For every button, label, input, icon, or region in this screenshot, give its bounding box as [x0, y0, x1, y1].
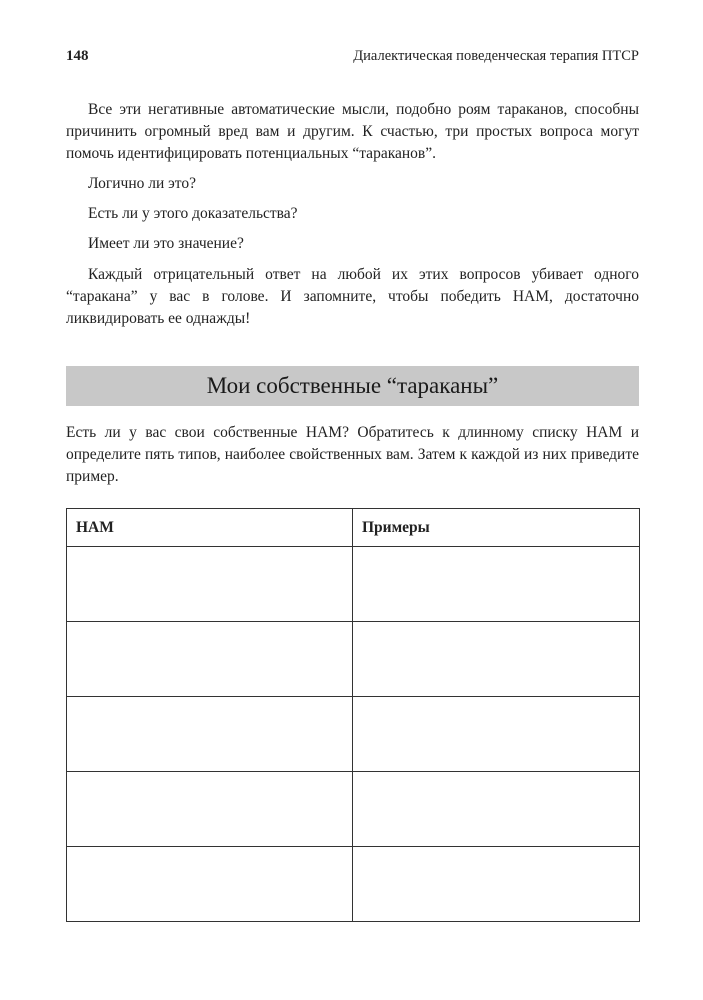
- page-number: 148: [66, 48, 89, 64]
- table-row: [67, 547, 640, 622]
- worksheet-table: [66, 508, 640, 922]
- question-evidence: Есть ли у этого доказательства?: [88, 205, 298, 222]
- question-logic: Логично ли это?: [88, 175, 197, 192]
- table-row: [67, 622, 640, 697]
- nam-cell[interactable]: [67, 622, 353, 697]
- table-row: [67, 697, 640, 772]
- paragraph-conclusion: Каждый отрицательный ответ на любой их этих вопросов убивает одного “таракана” у вас в голове. И запомните, чтобы победить НАМ, достаточно ликвидировать ее однажды!: [66, 266, 639, 327]
- paragraph-intro: Все эти негативные автоматические мысли, подобно роям тараканов, способны причинить огромный вред вам и другим. К счастью, три простых вопроса могут помочь идентифицировать потенциальных “тараканов”.: [66, 101, 639, 162]
- section-heading-band: [66, 366, 639, 406]
- nam-cell[interactable]: [67, 847, 353, 922]
- running-title: Диалектическая поведенческая терапия ПТСР: [353, 48, 639, 64]
- nam-cell[interactable]: [67, 772, 353, 847]
- example-cell[interactable]: [353, 697, 640, 772]
- column-header-examples: Примеры: [353, 509, 640, 547]
- table-row: [67, 847, 640, 922]
- table-row: [67, 772, 640, 847]
- table-header-row: [67, 509, 640, 547]
- nam-cell[interactable]: [67, 547, 353, 622]
- nam-cell[interactable]: [67, 697, 353, 772]
- column-header-nam: НАМ: [67, 509, 353, 547]
- section-instructions: Есть ли у вас свои собственные НАМ? Обратитесь к длинному списку НАМ и определите пять типов, наиболее свойственных вам. Затем к каждой из них приведите пример.: [66, 424, 639, 485]
- section-title: Мои собственные “тараканы”: [206, 373, 499, 398]
- example-cell[interactable]: [353, 847, 640, 922]
- example-cell[interactable]: [353, 622, 640, 697]
- example-cell[interactable]: [353, 547, 640, 622]
- example-cell[interactable]: [353, 772, 640, 847]
- page-header: [66, 48, 639, 70]
- question-relevance: Имеет ли это значение?: [88, 235, 244, 252]
